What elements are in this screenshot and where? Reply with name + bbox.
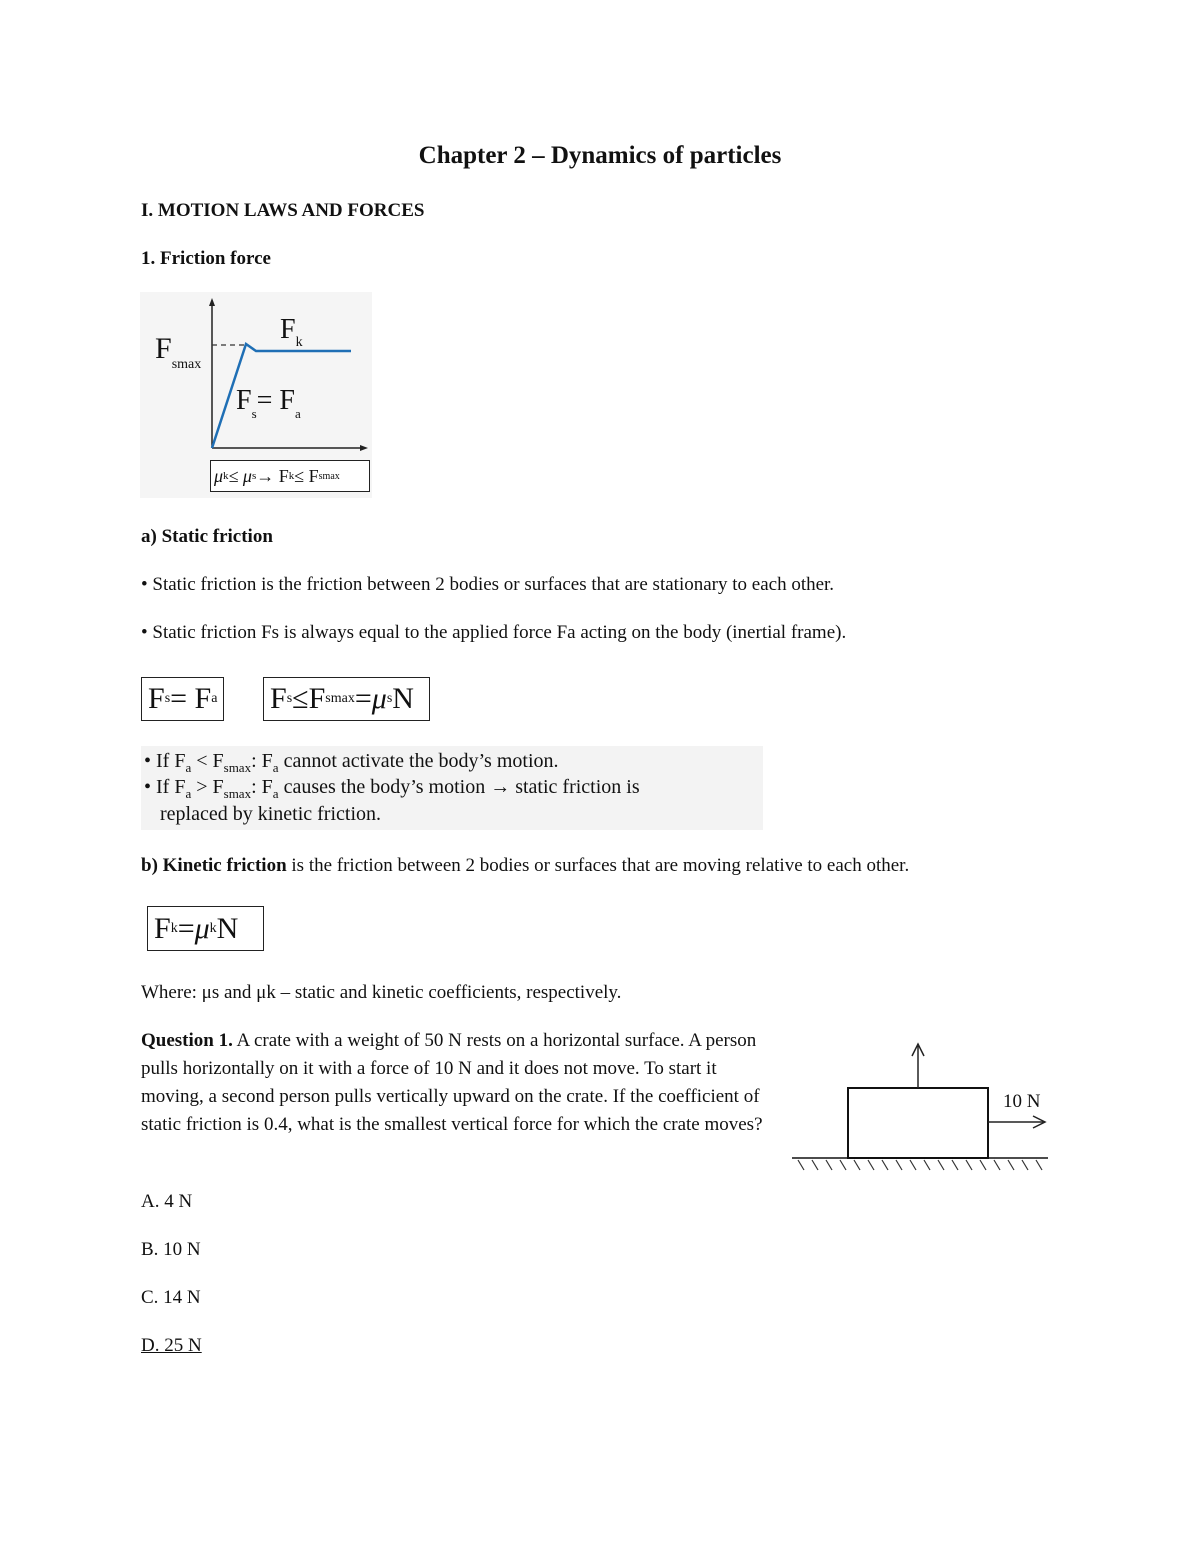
static-bullet-2: • Static friction Fs is always equal to the applied force Fa acting on the body (inertial frame).	[141, 622, 847, 643]
formula-fs-le-fsmax: F s ≤F smax = μ s N	[263, 677, 430, 721]
fsmax-label: $F_{smax}$	[155, 332, 202, 372]
crate	[848, 1088, 988, 1158]
formula-fk: F k = μ k N	[147, 906, 264, 951]
y-axis-arrow-icon	[209, 298, 215, 306]
condition-1: • If $F_a < F_{smax}$: $F_a$ cannot activate the body’s motion.	[144, 750, 559, 775]
formula-fs-eq-fa: F s = F a	[141, 677, 224, 721]
crate-diagram	[790, 1040, 1052, 1174]
x-axis-arrow-icon	[360, 445, 368, 451]
static-bullet-1: • Static friction is the friction between 2 bodies or surfaces that are stationary to each other.	[141, 574, 835, 595]
page-title: Chapter 2 – Dynamics of particles	[418, 142, 782, 169]
fk-label: $F_k$	[280, 314, 303, 350]
subsection-heading: 1. Friction force	[141, 248, 271, 269]
condition-2-continued: replaced by kinetic friction.	[160, 803, 382, 825]
option-b: B. 10 N	[141, 1239, 201, 1260]
force-label: 10 N	[1003, 1091, 1041, 1112]
option-d-correct: D. 25 N	[141, 1335, 202, 1356]
kinetic-friction-line: b) Kinetic friction is the friction between 2 bodies or surfaces that are moving relative to each other.	[141, 855, 910, 876]
coefficient-caption: μ k ≤ μ s → F k ≤ F smax	[210, 460, 370, 492]
question-1: Question 1. A crate with a weight of 50 N rests on a horizontal surface. A person pulls horizontally on it with a force of 10 N and it does not move. To start it moving, a second person pulls vertically upward on the crate. If the coefficient of static friction is 0.4, what is the smallest vertical force for which the crate moves?	[141, 1030, 763, 1135]
option-a: A. 4 N	[141, 1191, 193, 1212]
conditions-panel	[141, 746, 763, 830]
condition-2: • If $F_a > F_{smax}$: $F_a$ causes the body’s motion → static friction is	[144, 776, 640, 801]
static-friction-heading: a) Static friction	[141, 526, 273, 547]
section-heading: I. MOTION LAWS AND FORCES	[141, 200, 425, 221]
friction-graph	[140, 292, 372, 498]
fs-eq-fa-label: $F_s= F_a$	[236, 385, 301, 421]
option-c: C. 14 N	[141, 1287, 201, 1308]
ground-hatching	[798, 1160, 1042, 1170]
coefficients-note: Where: μs and μk – static and kinetic coefficients, respectively.	[141, 982, 622, 1003]
